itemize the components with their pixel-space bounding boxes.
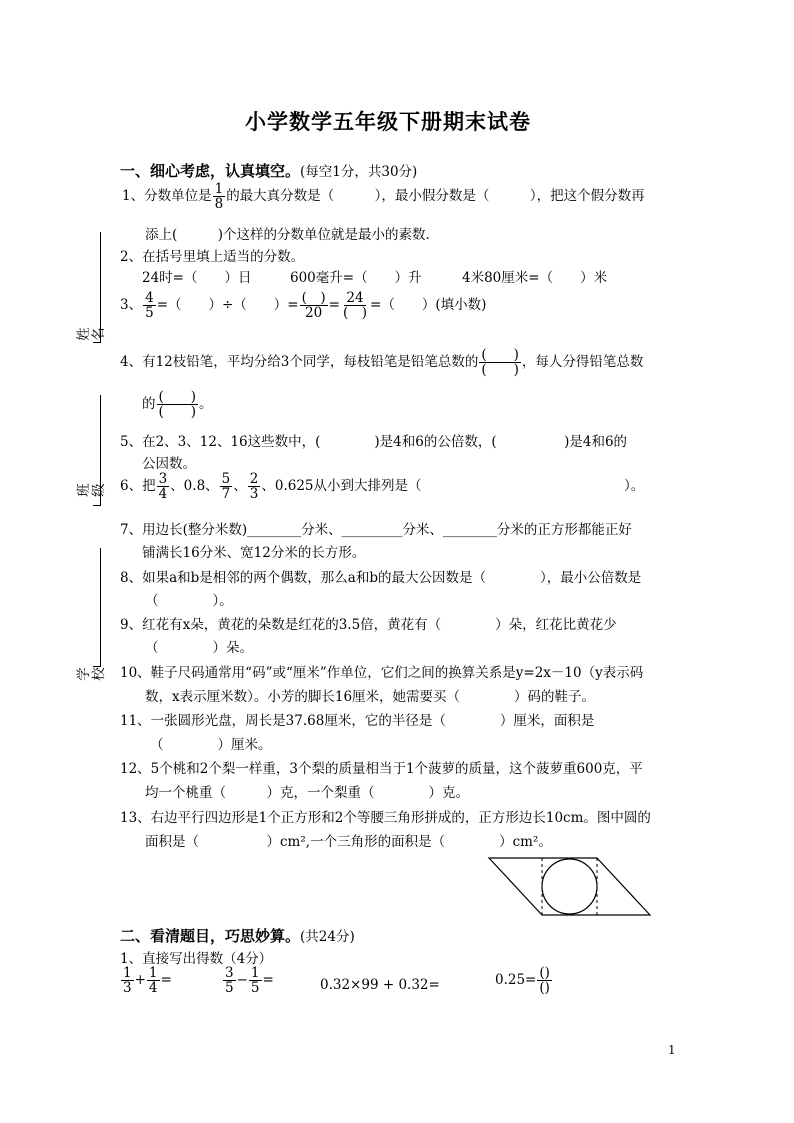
- section-1-points: (每空1分，共30分): [300, 164, 418, 180]
- q6-f3-den: 3: [249, 486, 259, 503]
- q4-text-c: 的: [142, 396, 156, 413]
- e1-op: +: [134, 972, 146, 989]
- inscribed-circle: [542, 859, 597, 914]
- q6-f2-den: 7: [221, 486, 231, 503]
- q5-line-1: 5、在2、3、12、16这些数中，( )是4和6的公倍数，( )是4和6的: [120, 434, 628, 450]
- q1-line-2: 添上( )个这样的分数单位就是最小的素数.: [145, 227, 430, 243]
- q2-part-2: 600毫升=（ ）升: [290, 270, 422, 286]
- q4-text-b: ，每人分得铅笔总数: [521, 354, 644, 371]
- q5-line-2: 公因数。: [142, 456, 196, 472]
- q2-part-3: 4米80厘米=（ ）米: [462, 270, 608, 286]
- question-3: [120, 291, 486, 320]
- q6-f2-num: 5: [221, 471, 231, 487]
- q6-f3-num: 2: [249, 471, 259, 487]
- q1-fraction: [213, 182, 226, 211]
- section-1-heading: [120, 160, 417, 181]
- q1-frac-den: 8: [214, 196, 224, 213]
- q2-line-1: 2、在括号里填上适当的分数。: [120, 249, 305, 265]
- q8-line-2: （ ）。: [145, 593, 233, 609]
- e2-eq: =: [262, 972, 274, 989]
- q4-end: 。: [199, 396, 213, 413]
- q12-line-1: 12、5个桃和2个梨一样重，3个梨的质量相当于1个菠萝的质量，这个菠萝重600克，平: [120, 761, 643, 777]
- q10-line-2: 数，x表示厘米数）。小芳的脚长16厘米，她需要买（ ）码的鞋子。: [145, 689, 596, 705]
- q1-text-b: 的最大真分数是（ ），最小假分数是（ ），把这个假分数再: [226, 188, 645, 205]
- q6-f1-num: 3: [158, 471, 168, 487]
- e2-op: −: [236, 972, 248, 989]
- q10-line-1: 10、鞋子尺码通常用“码”或“厘米”作单位，它们之间的换算关系是y=2x－10（y表示码: [120, 665, 644, 681]
- q4-f1-num: ( ): [481, 347, 519, 363]
- parallelogram-outline: [489, 858, 650, 915]
- q11-line-1: 11、一张圆形光盘，周长是37.68厘米，它的半径是（ ）厘米，面积是: [120, 713, 595, 729]
- q3-fraction-2: [300, 291, 328, 320]
- expr-2-frac-2: [249, 966, 262, 995]
- section-2-title: 二、看清题目，巧思妙算。: [120, 927, 301, 945]
- parallelogram-figure: [484, 854, 654, 920]
- q3-f3-num: 24: [346, 290, 364, 306]
- q6-text-b: 、0.8、: [170, 478, 219, 495]
- q6-text-d: 、0.625从小到大排列是（ ）。: [261, 478, 645, 495]
- name-line-tick: [93, 342, 101, 343]
- e1-eq: =: [160, 972, 172, 989]
- expr-4: [495, 966, 553, 995]
- q6-text-a: 6、把: [120, 478, 156, 495]
- section-1-title: 一、细心考虑，认真填空。: [120, 162, 301, 180]
- e4-text: 0.25=: [495, 972, 537, 989]
- q3-text-b: =（ ）(填小数): [370, 297, 487, 314]
- question-4: [120, 348, 643, 377]
- q6-text-c: 、: [233, 478, 247, 495]
- class-line-tick: [93, 505, 101, 506]
- q3-f1-den: 5: [145, 305, 154, 322]
- e2-f1-den: 5: [225, 980, 234, 997]
- q6-f1-den: 4: [158, 486, 168, 503]
- q12-line-2: 均一个桃重（ ）克，一个梨重（ ）克。: [145, 785, 469, 801]
- q4-f2-num: ( ): [158, 389, 197, 405]
- q7-line-1: 7、用边长(整分米数)________分米、_________分米、________分米的正方形都能正好: [120, 522, 632, 538]
- e2-f2-num: 1: [250, 965, 260, 981]
- q1-frac-num: 1: [214, 181, 224, 197]
- expr-1-frac-1: [121, 966, 134, 995]
- e4-num: (): [539, 965, 550, 981]
- q3-f1-num: 4: [145, 290, 154, 306]
- name-label: 姓名: [76, 327, 107, 341]
- q3-fraction-1: [143, 291, 156, 320]
- q3-fraction-3: [341, 291, 369, 320]
- school-label: 学校: [76, 667, 107, 681]
- q4-f2-den: ( ): [158, 404, 197, 421]
- question-1: [122, 182, 645, 211]
- expr-1-frac-2: [147, 966, 160, 995]
- q6-fraction-2: [220, 472, 233, 501]
- q1-text-a: 1、分数单位是: [122, 188, 212, 205]
- q4-fraction-2: [157, 390, 199, 419]
- expr-2-frac-1: [223, 966, 236, 995]
- q3-f2-den: 20: [305, 305, 323, 322]
- q4-fraction-1: [479, 348, 521, 377]
- question-6: [120, 472, 644, 501]
- q7-line-2: 铺满长16分米、宽12分米的长方形。: [142, 545, 366, 561]
- q4-text-a: 4、有12枝铅笔，平均分给3个同学，每枝铅笔是铅笔总数的: [120, 354, 479, 371]
- q11-line-2: （ ）厘米。: [150, 737, 272, 753]
- q3-label: 3、: [120, 297, 143, 314]
- school-line: [100, 548, 101, 666]
- e2-f2-den: 5: [250, 980, 260, 997]
- q9-line-2: （ ）朵。: [145, 640, 253, 656]
- expr-2: [222, 966, 274, 995]
- q3-f3-den: ( ): [342, 305, 368, 322]
- q6-fraction-1: [157, 472, 170, 501]
- e1-f2-num: 1: [148, 965, 158, 981]
- s2-q1-label: 1、直接写出得数（4分）: [120, 951, 273, 967]
- section-2-points: (共24分): [300, 929, 355, 945]
- q13-line-2: 面积是（ ）cm²,一个三角形的面积是（ ）cm²。: [145, 834, 552, 850]
- section-2-heading: [120, 925, 355, 946]
- page-title: 小学数学五年级下册期末试卷: [245, 109, 531, 134]
- q3-text-a: =（ ）÷（ ）=: [156, 297, 299, 314]
- expr-4-frac: [537, 966, 552, 995]
- e2-f1-num: 3: [225, 965, 234, 981]
- class-label: 班级: [76, 483, 107, 497]
- e1-f2-den: 4: [148, 980, 158, 997]
- q13-line-1: 13、右边平行四边形是1个正方形和2个等腰三角形拼成的，正方形边长10cm。图中圆的: [120, 810, 651, 826]
- q9-line-1: 9、红花有x朵，黄花的朵数是红花的3.5倍，黄花有（ ）朵，红花比黄花少: [120, 617, 617, 633]
- q2-part-1: 24时=（ ）日: [142, 270, 252, 286]
- q4-line-2: [142, 390, 213, 419]
- e1-f1-num: 1: [123, 965, 132, 981]
- q8-line-1: 8、如果a和b是相邻的两个偶数，那么a和b的最大公因数是（ ），最小公倍数是: [120, 570, 642, 586]
- q3-f2-num: ( ): [301, 290, 326, 306]
- expr-1: [120, 966, 172, 995]
- expr-3: 0.32×99 + 0.32=: [320, 977, 440, 993]
- q6-fraction-3: [248, 472, 261, 501]
- q3-eq: =: [328, 297, 340, 314]
- page-number: 1: [668, 1043, 676, 1057]
- q4-f1-den: ( ): [481, 362, 519, 379]
- e1-f1-den: 3: [123, 980, 132, 997]
- e4-den: (): [539, 980, 550, 997]
